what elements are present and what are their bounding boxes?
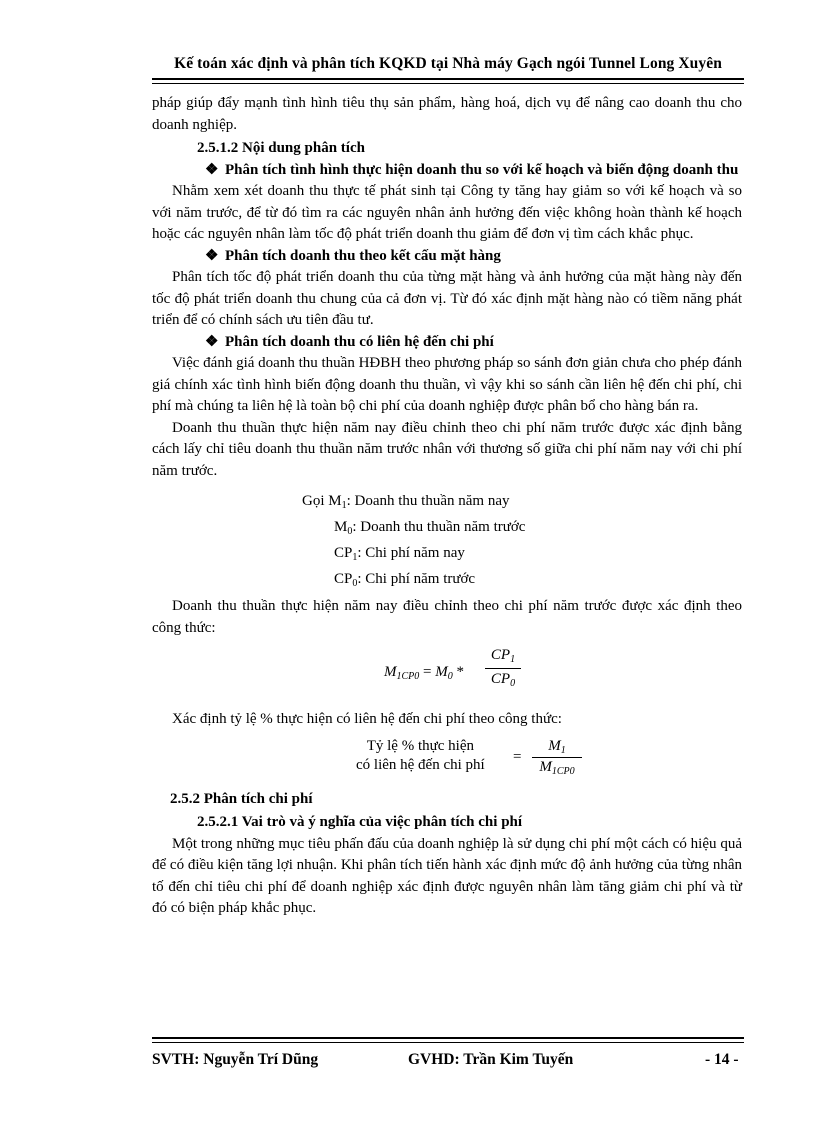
bullet-heading-3 (152, 332, 742, 354)
paragraph-b2: Phân tích tốc độ phát triển doanh thu của từng mặt hàng và ảnh hưởng của mặt hàng này đến tốc độ phát triển doanh thu chung của cả đơn vị. Từ đó xác định mặt hàng nào có tiềm năng phát triển để có chính sách ưu tiên đầu tư. (152, 269, 742, 328)
bullet-title-1: Phân tích tình hình thực hiện doanh thu so với kế hoạch và biến động doanh thu (225, 161, 739, 178)
paragraph-b3-2: Doanh thu thuần thực hiện năm nay điều chỉnh theo chi phí năm trước được xác định bằng cách lấy chỉ tiêu doanh thu thuần năm trước nhân với thương số giữa chi phí năm nay với chi phí năm trước. (152, 419, 742, 479)
paragraph-b3-1: Việc đánh giá doanh thu thuần HĐBH theo phương pháp so sánh đơn giản chưa cho phép đánh giá chính xác tình hình biến động doanh thu thuần, vì vậy khi so sánh cần liên hệ đến chi phí, chi phí mà chúng ta liên hệ là toàn bộ chi phí của doanh nghiệp được phân bổ cho hàng bán ra. (152, 355, 742, 414)
var-m0: $M_0$: Doanh thu thuần năm trước (334, 519, 526, 537)
diamond-bullet-icon: ❖ (205, 247, 219, 264)
paragraph-b1: Nhằm xem xét doanh thu thực tế phát sinh tại Công ty tăng hay giảm so với kế hoạch và so với năm trước, để từ đó tìm ra các nguyên nhân ảnh hưởng đến việc không hoàn thành kế hoạch hoặc các nguyên nhân làm tốc độ phát triển doanh thu giảm để đơn vị tìm cách khắc phục. (152, 183, 742, 242)
formula2-equals: = (513, 748, 522, 765)
footer-rule-thin (152, 1042, 744, 1043)
footer-student: SVTH: Nguyễn Trí Dũng (152, 1051, 319, 1068)
heading-252: 2.5.2 Phân tích chi phí (170, 790, 313, 807)
formula1-denominator: $CP_0$ (490, 670, 516, 689)
formula2-denominator: $M_{1CP0}$ (539, 758, 575, 777)
var-cp0: $CP_0$: Chi phí năm trước (334, 571, 476, 589)
formula-intro: Doanh thu thuần thực hiện năm nay điều chỉnh theo chi phí năm trước được xác định theo công thức: (152, 598, 742, 636)
bullet-title-3: Phân tích doanh thu có liên hệ đến chi phí (225, 333, 494, 350)
footer-rule-thick (152, 1037, 744, 1039)
var-m1: Gọi $M_1$: Doanh thu thuần năm nay (302, 493, 510, 511)
bullet-heading-1 (152, 160, 742, 182)
footer-advisor: GVHD: Trần Kim Tuyến (408, 1051, 574, 1068)
formula-adjusted-revenue (152, 645, 742, 701)
bullet-heading-2 (152, 246, 742, 268)
heading-2512: 2.5.1.2 Nội dung phân tích (197, 140, 365, 156)
header-title: Kế toán xác định và phân tích KQKD tại Nhà máy Gạch ngói Tunnel Long Xuyên (174, 55, 722, 72)
heading-2521: 2.5.2.1 Vai trò và ý nghĩa của việc phân tích chi phí (197, 814, 523, 830)
bullet-title-2: Phân tích doanh thu theo kết cấu mặt hàng (225, 247, 501, 264)
formula1-lhs: $M_{1CP0} = M_0$ * (384, 664, 464, 682)
header-rule-thick (152, 78, 744, 80)
formula2-label: Tỷ lệ % thực hiện có liên hệ đến chi phí (356, 737, 485, 773)
diamond-bullet-icon: ❖ (205, 161, 219, 178)
diamond-bullet-icon: ❖ (205, 333, 219, 350)
header-rule-thin (152, 83, 744, 84)
paragraph-last: Một trong những mục tiêu phấn đấu của doanh nghiệp là sử dụng chi phí một cách có hiệu quả để có điều kiện tăng lợi nhuận. Khi phân tích tiến hành xác định mức độ ảnh hưởng của từng nhân tố đến chỉ tiêu chi phí để doanh nghiệp xác định được nguyên nhân làm tăng giảm chi phí và từ đó có biện pháp khắc phục. (152, 835, 742, 916)
intro-paragraph: pháp giúp đẩy mạnh tình hình tiêu thụ sản phẩm, hàng hoá, dịch vụ để nâng cao doanh thu cho doanh nghiệp. (152, 95, 742, 133)
formula2-fraction (532, 737, 582, 777)
variable-definitions (302, 488, 742, 592)
formula1-fraction (485, 645, 521, 690)
formula-ratio (152, 739, 742, 783)
formula2-numerator: $M_1$ (532, 737, 582, 758)
body-content (152, 93, 742, 920)
formula1-numerator: $CP_1$ (485, 645, 521, 669)
var-cp1: $CP_1$: Chi phí năm nay (334, 545, 465, 563)
footer-page-number: - 14 - (705, 1051, 739, 1068)
ratio-intro: Xác định tỷ lệ % thực hiện có liên hệ đến chi phí theo công thức: (172, 711, 562, 727)
